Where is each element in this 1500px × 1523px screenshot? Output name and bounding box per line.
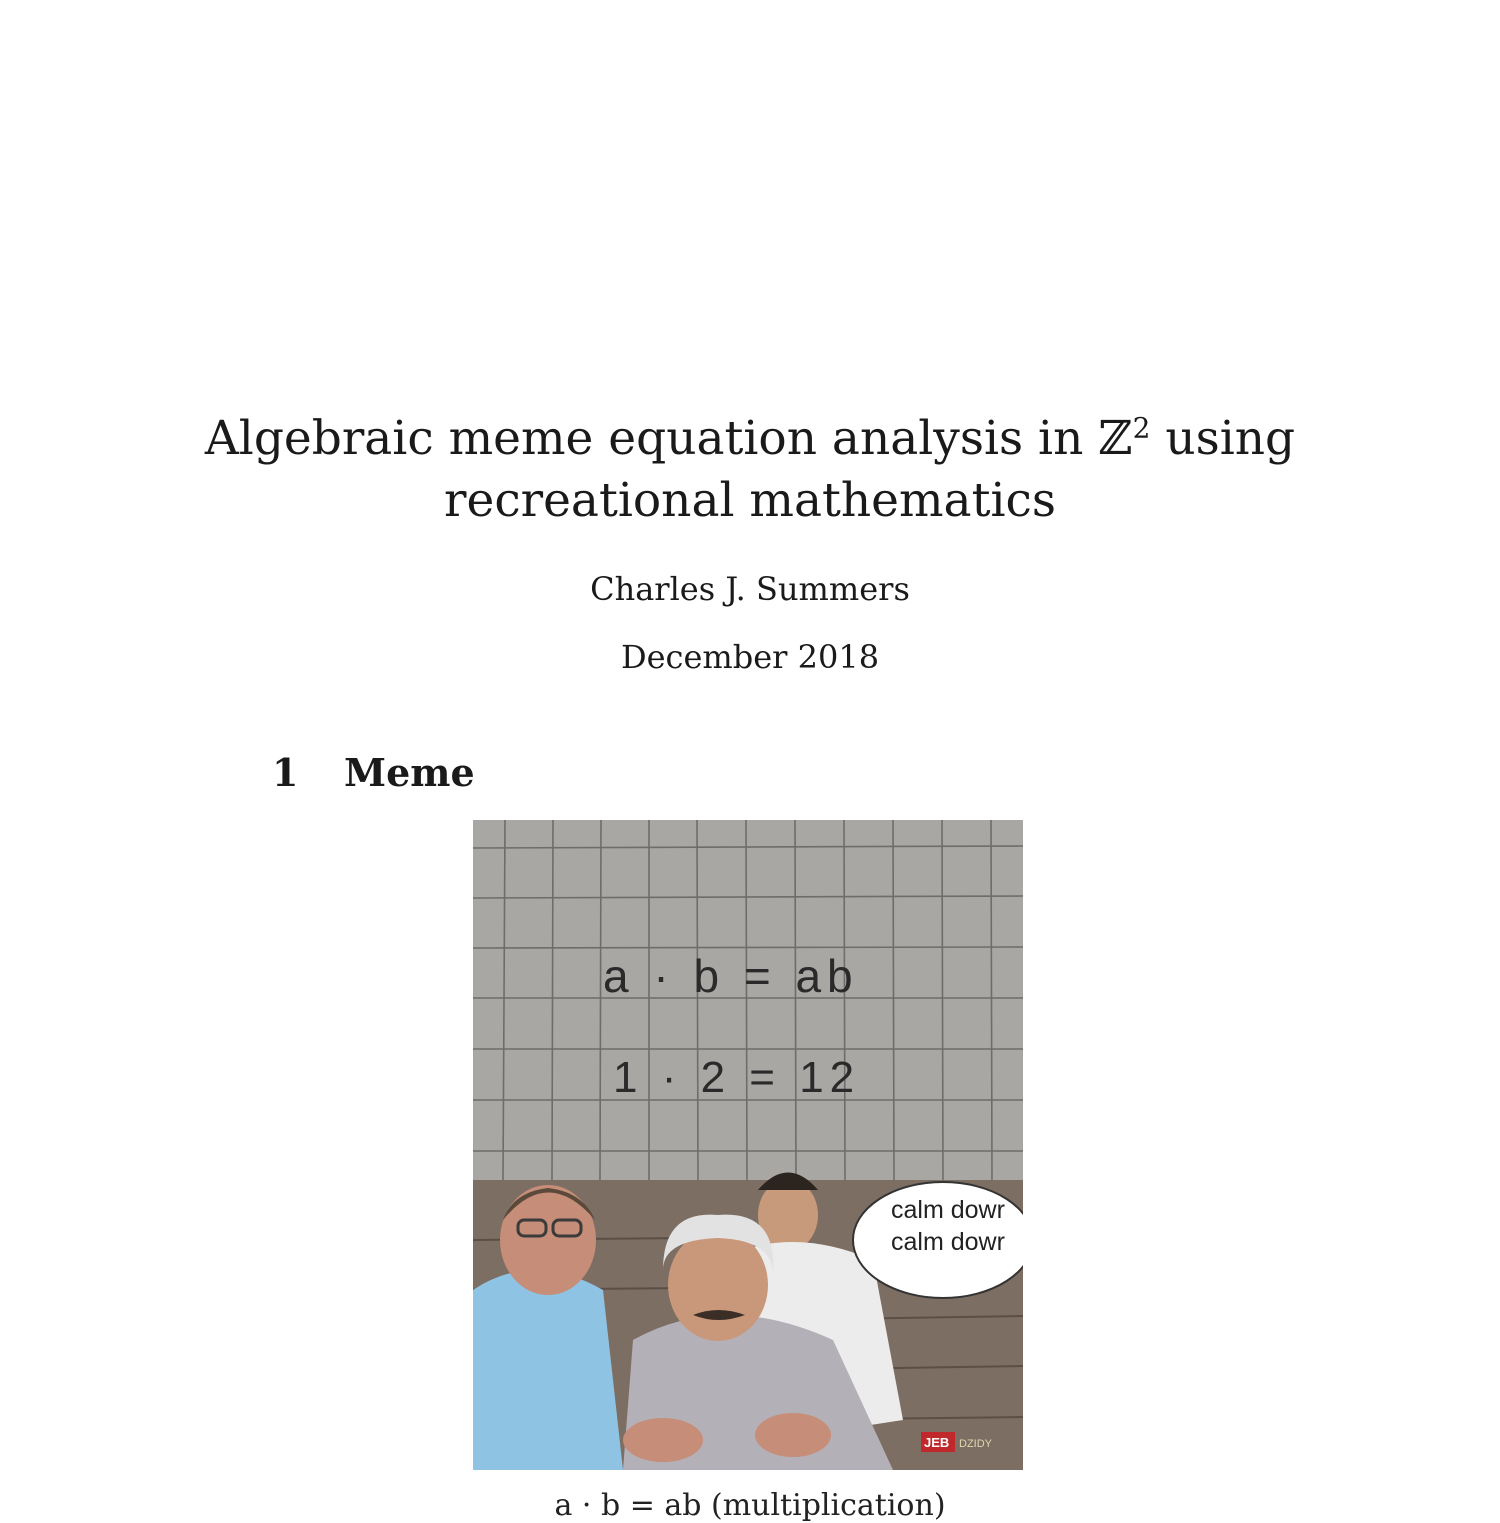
publication-date: December 2018	[620, 638, 880, 676]
blue-shirt	[473, 1270, 623, 1470]
hand-left	[623, 1418, 703, 1462]
section-title: Meme	[344, 750, 475, 795]
title-exponent: 2	[1132, 411, 1151, 445]
speech-line-2: calm dowr	[891, 1228, 1005, 1256]
handwritten-equation-1: a · b = ab	[603, 950, 859, 1002]
meme-image	[473, 820, 1023, 1470]
person-center-head	[668, 1229, 768, 1341]
title-set-symbol: ℤ	[1098, 411, 1133, 466]
figure-caption: a · b = ab (multiplication)	[554, 1488, 946, 1523]
watermark-text-right: DZIDY	[959, 1438, 992, 1450]
author-name: Charles J. Summers	[590, 570, 910, 608]
title-part-1-end: using	[1150, 411, 1296, 466]
paper-title	[200, 408, 1300, 532]
title-part-1: Algebraic meme equation analysis in	[204, 411, 1099, 466]
handwritten-equation-2: 1 · 2 = 12	[613, 1053, 861, 1102]
hand-right	[755, 1413, 831, 1457]
meme-figure	[473, 820, 1023, 1470]
title-part-2: recreational mathematics	[444, 473, 1056, 528]
section-heading	[272, 750, 475, 795]
section-number: 1	[272, 750, 299, 795]
speech-line-1: calm dowr	[891, 1196, 1005, 1224]
watermark-text-left: JEB	[924, 1435, 950, 1450]
